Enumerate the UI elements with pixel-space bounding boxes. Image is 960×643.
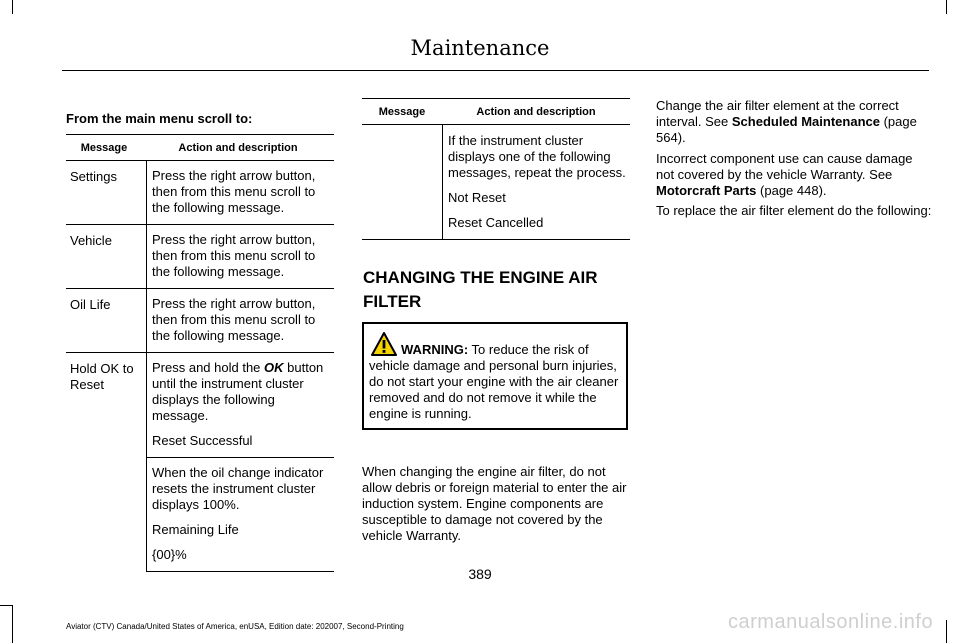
display-message: Reset Successful: [152, 433, 253, 448]
row-action: Press the right arrow button, then from this menu scroll to the following message.: [146, 161, 334, 224]
ok-button-label: OK: [264, 360, 284, 375]
page-number: 389: [468, 566, 492, 582]
table-row: [66, 225, 334, 289]
table-row: [66, 353, 334, 458]
body-paragraph: Change the air filter element at the correct interval. See Scheduled Maintenance (page 564).: [656, 98, 917, 145]
row-action: Press the right arrow button, then from this menu scroll to the following message.: [146, 225, 334, 288]
row-message: Hold OK to Reset: [70, 361, 134, 392]
header-message: Message: [378, 105, 426, 118]
row-action: Press the right arrow button, then from this menu scroll to the following message.: [146, 289, 334, 352]
crop-mark: [946, 620, 947, 643]
intro-text: From the main menu scroll to:: [66, 111, 253, 126]
header-action: Action and description: [178, 141, 298, 154]
table-header: [66, 134, 334, 161]
body-paragraph: Incorrect component use can cause damage not covered by the vehicle Warranty. See Motorcraft Parts (page 448).: [656, 151, 913, 198]
cross-reference-link[interactable]: Motorcraft Parts: [656, 183, 757, 198]
display-message: Reset Cancelled: [448, 215, 544, 230]
menu-table: [66, 134, 334, 572]
action-paragraph: If the instrument cluster displays one of the following messages, repeat the process.: [448, 133, 626, 180]
warning-text: To reduce the risk of vehicle damage and personal burn injuries, do not start your engine with the air cleaner removed and do not remove it while the engine is running.: [369, 342, 619, 421]
title-rule: [62, 70, 929, 71]
section-heading: CHANGING THE ENGINE AIR FILTER: [363, 268, 598, 311]
table-row: [362, 125, 630, 240]
row-message: Settings: [70, 169, 117, 184]
body-paragraph: When changing the engine air filter, do not allow debris or foreign material to enter the air induction system. Engine components are susceptible to damage not covered by the vehicle Warranty.: [362, 464, 627, 543]
page-title: Maintenance: [410, 36, 550, 60]
cross-reference-link[interactable]: Scheduled Maintenance: [731, 114, 880, 129]
row-action: [442, 125, 630, 239]
crop-mark: [946, 0, 947, 14]
body-paragraph: To replace the air filter element do the following:: [656, 203, 932, 218]
header-action: Action and description: [476, 105, 596, 118]
display-message: {00}%: [152, 547, 187, 562]
reset-table: [362, 98, 630, 240]
warning-label: WARNING:: [401, 342, 469, 357]
watermark: carmanualsonline.info: [728, 611, 934, 633]
display-message: Remaining Life: [152, 522, 239, 537]
row-message: Vehicle: [70, 233, 112, 248]
table-header: [362, 98, 630, 125]
crop-mark: [12, 0, 13, 14]
warning-box: [362, 322, 628, 430]
action-paragraph: Press and hold the OK button until the instrument cluster displays the following message.: [152, 360, 324, 423]
row-message: Oil Life: [70, 297, 111, 312]
action-paragraph: When the oil change indicator resets the instrument cluster displays 100%.: [152, 465, 324, 512]
row-action: [146, 353, 334, 458]
table-row: [66, 289, 334, 353]
row-message: [362, 125, 442, 239]
table-row: [66, 161, 334, 225]
warning-triangle-icon: [371, 332, 397, 356]
crop-mark: [12, 605, 13, 643]
row-action-continued: [146, 458, 334, 572]
header-message: Message: [80, 141, 128, 154]
edition-footer: Aviator (CTV) Canada/United States of America, enUSA, Edition date: 202007, Second-Printing: [66, 622, 404, 631]
display-message: Not Reset: [448, 190, 506, 205]
